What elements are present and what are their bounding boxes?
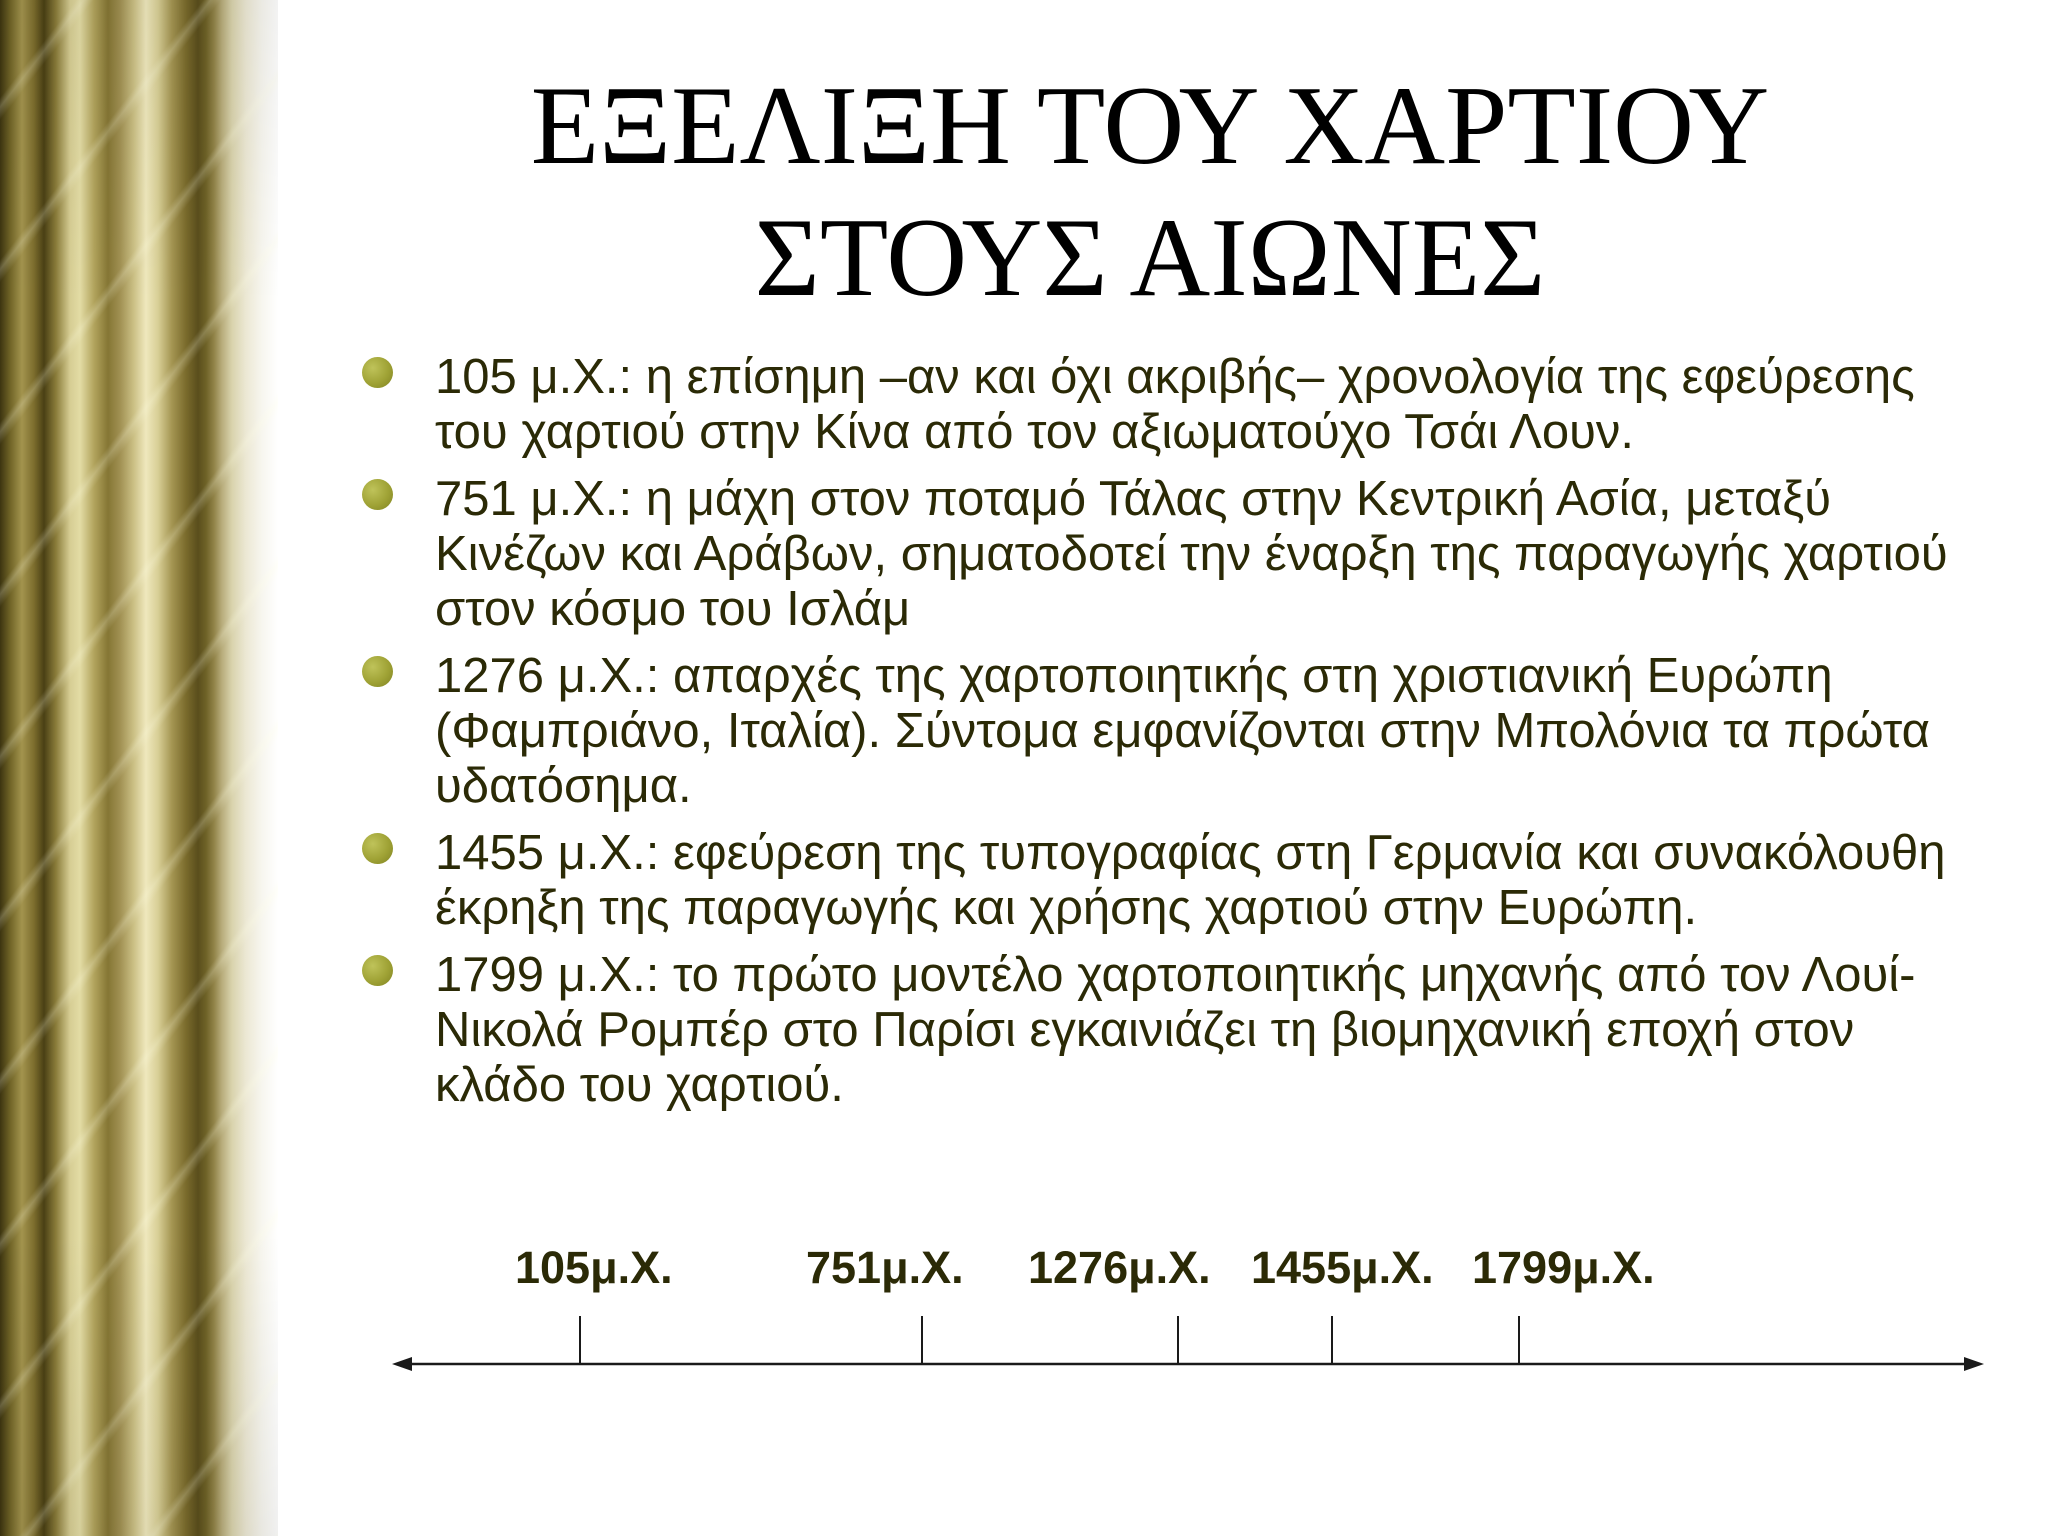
bullet-dot-icon — [362, 833, 393, 864]
bullet-list — [355, 350, 1995, 1125]
bullet-item-105 — [355, 350, 1995, 460]
slide-title — [400, 60, 1900, 324]
timeline-label-1799: 1799μ.Χ. — [1472, 1242, 1655, 1293]
bullet-text: 1455 μ.Χ.: εφεύρεση της τυπογραφίας στη Γερμανία και συνακόλουθη έκρηξη της παραγωγής και χρήσης χαρτιού στην Ευρώπη. — [435, 826, 1946, 935]
timeline-right-arrow-icon — [1964, 1357, 1984, 1371]
timeline-label-105: 105μ.Χ. — [515, 1242, 673, 1293]
bullet-dot-icon — [362, 479, 393, 510]
bullet-item-1276 — [355, 649, 1995, 814]
bullet-item-1799 — [355, 948, 1995, 1113]
bullet-text: 105 μ.Χ.: η επίσημη –αν και όχι ακριβής– χρονολογία της εφεύρεσης του χαρτιού στην Κίνα από τον αξιωματούχο Τσάι Λουν. — [435, 350, 1915, 459]
timeline-label-1455: 1455μ.Χ. — [1251, 1242, 1434, 1293]
timeline-left-arrow-icon — [392, 1357, 412, 1371]
column-shading — [0, 0, 278, 1536]
bullet-item-1455 — [355, 826, 1995, 936]
timeline-label-1276: 1276μ.Χ. — [1028, 1242, 1211, 1293]
bullet-text: 1799 μ.Χ.: το πρώτο μοντέλο χαρτοποιητικής μηχανής από τον Λουί-Νικολά Ρομπέρ στο Παρίσι εγκαινιάζει τη βιομηχανική εποχή στον κλάδο του χαρτιού. — [435, 948, 1916, 1112]
bullet-text: 751 μ.Χ.: η μάχη στον ποταμό Τάλας στην Κεντρική Ασία, μεταξύ Κινέζων και Αράβων, σηματοδοτεί την έναρξη της παραγωγής χαρτιού στον κόσμο του Ισλάμ — [435, 472, 1948, 636]
title-line-2: ΣΤΟΥΣ ΑΙΩΝΕΣ — [754, 196, 1546, 320]
bullet-dot-icon — [362, 357, 393, 388]
bullet-dot-icon — [362, 656, 393, 687]
bullet-text: 1276 μ.Χ.: απαρχές της χαρτοποιητικής στη χριστιανική Ευρώπη (Φαμπριάνο, Ιταλία). Σύντομα εμφανίζονται στην Μπολόνια τα πρώτα υδατόσημα. — [435, 649, 1930, 813]
bullet-dot-icon — [362, 955, 393, 986]
bullet-item-751 — [355, 472, 1995, 637]
timeline-label-751: 751μ.Χ. — [806, 1242, 964, 1293]
title-line-1: ΕΞΕΛΙΞΗ ΤΟΥ ΧΑΡΤΙΟΥ — [530, 64, 1770, 188]
